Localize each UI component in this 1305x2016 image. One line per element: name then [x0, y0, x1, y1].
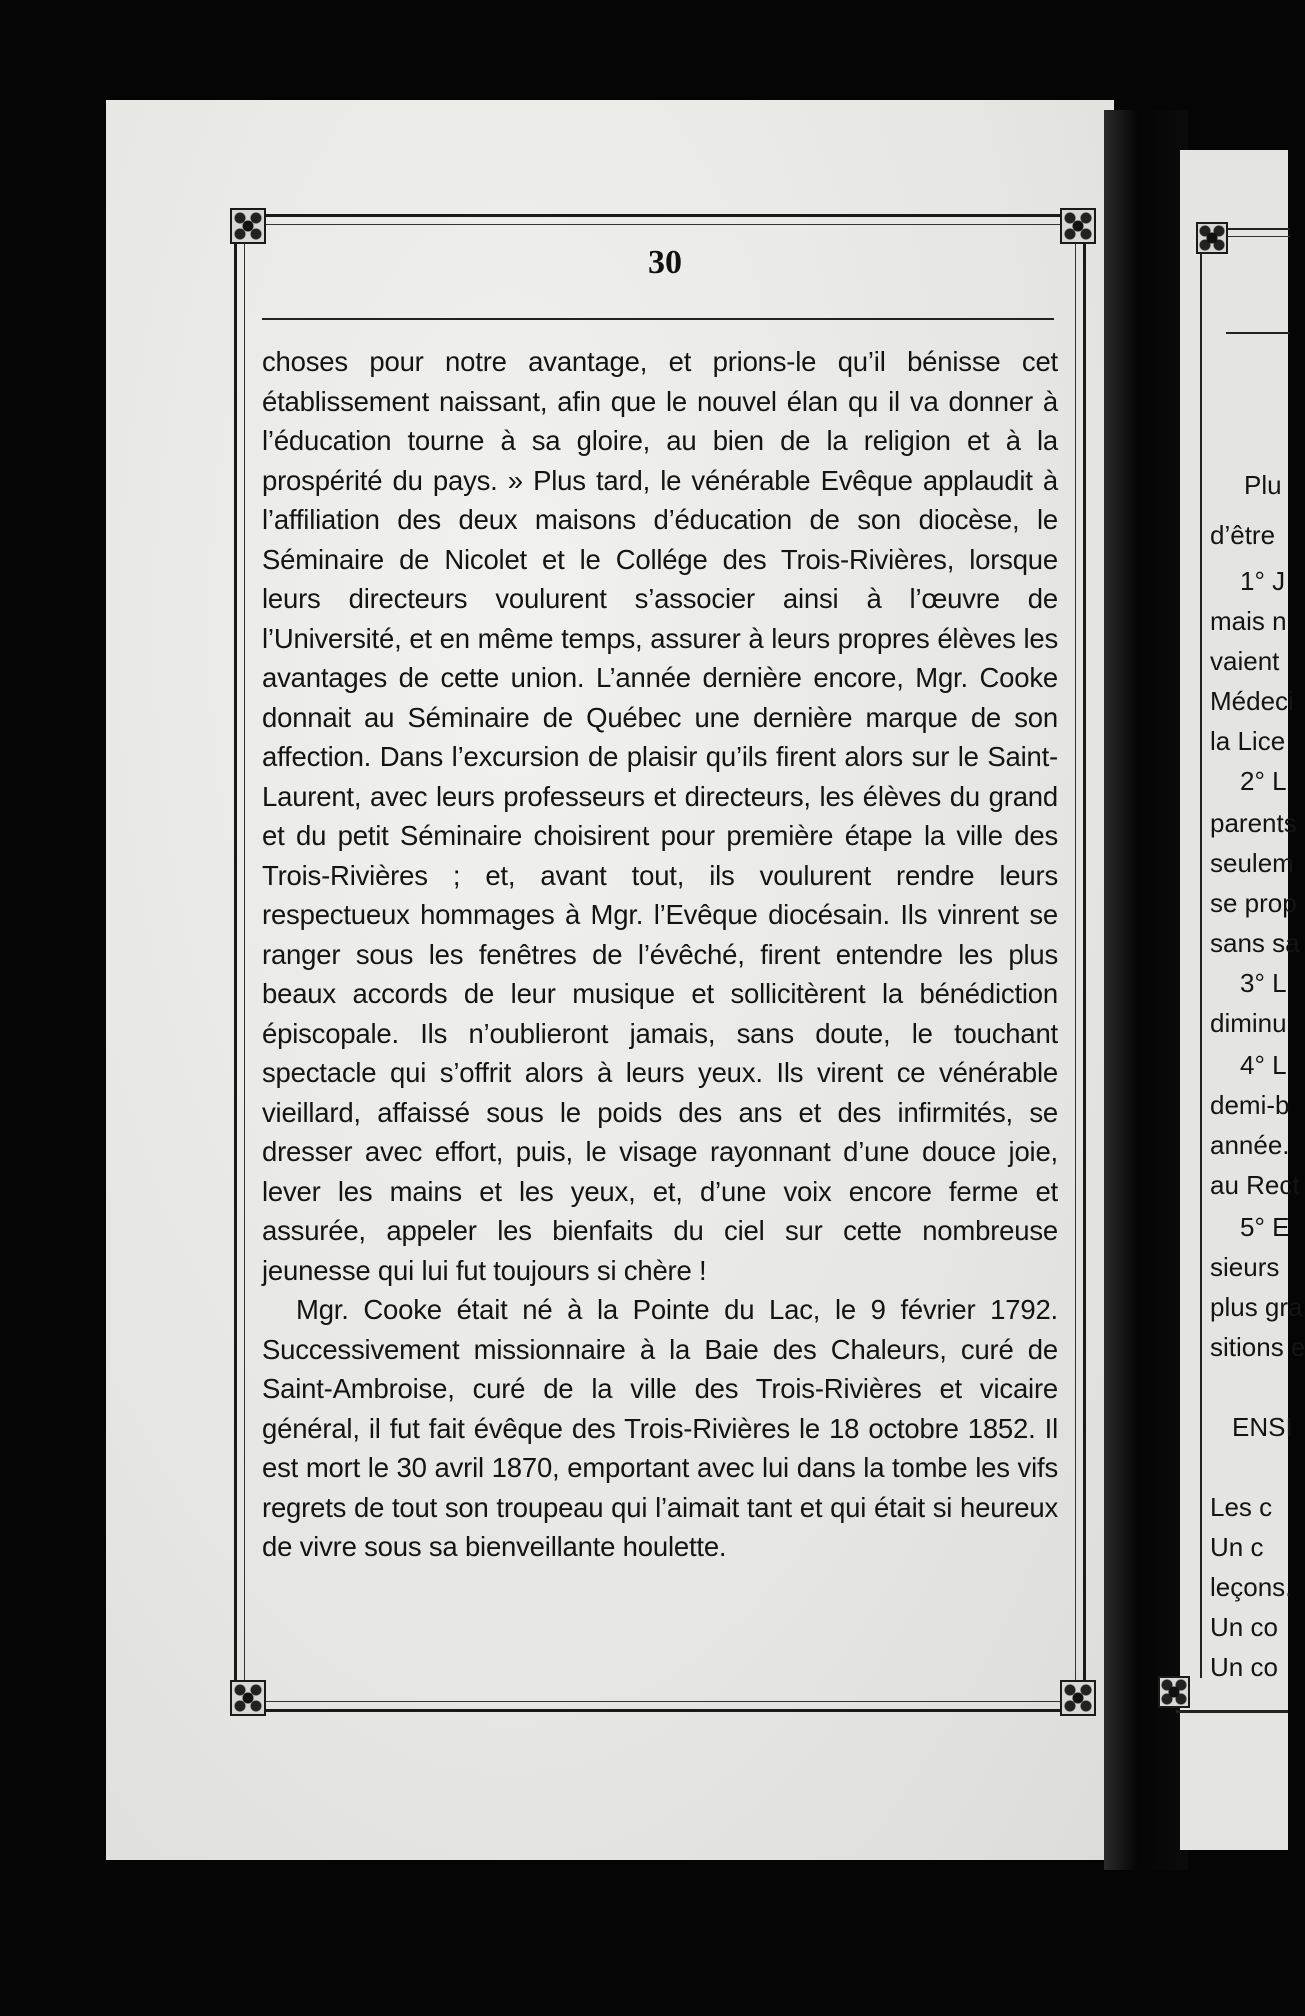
corner-ornament-icon — [1158, 1676, 1190, 1708]
book-gutter — [1104, 110, 1188, 1870]
next-page-line: se prop — [1210, 888, 1297, 918]
next-page-line: Les c — [1210, 1492, 1273, 1522]
next-page-line: d’être — [1210, 520, 1276, 550]
next-page-line: Médeci — [1210, 686, 1294, 716]
paragraph: choses pour notre avantage, et prions-le qu’il bénisse cet établissement naissant, afin que le nouvel élan qu il va donner à l’éducation tourne à sa gloire, au bien de la religion et à la prospérité du pays. » Plus tard, le vénérable Evêque applaudit à l’affiliation des deux maisons d’éducation de son diocèse, le Séminaire de Nicolet et le Collége des Trois-Rivières, lorsque leurs directeurs voulurent s’associer ainsi à l’œuvre de l’Université, et en même temps, assurer à leurs propres élèves les avantages de cette union. L’année dernière encore, Mgr. Cooke donnait au Séminaire de Québec une dernière marque de son affection. Dans l’excursion de plaisir qu’ils firent alors sur le Saint-Laurent, avec leurs professeurs et directeurs, les élèves du grand et du petit Séminaire choisirent pour première étape la ville des Trois-Rivières ; et, avant tout, ils voulurent rendre leurs respectueux hommages à Mgr. l’Evêque diocésain. Ils vinrent se ranger sous les fenêtres de l’évêché, firent entendre les plus beaux accords de leur musique et sollicitèrent la bénédiction épiscopale. Ils n’oublieront jamais, sans doute, le touchant spectacle qui s’offrit alors à leurs yeux. Ils virent ce vénérable vieillard, affaissé sous le poids des ans et des infirmités, se dresser avec effort, puis, le visage rayonnant d’une douce joie, lever les mains et les yeux, et, d’une voix encore ferme et assurée, appeler les bienfaits du ciel sur cette nombreuse jeunesse qui lui fut toujours si chère ! — [262, 346, 1058, 1286]
next-page-line: 5° E — [1240, 1212, 1290, 1242]
next-page-line: sitions e — [1210, 1332, 1305, 1362]
next-page-line: leçons. — [1210, 1572, 1293, 1602]
next-page-line: vaient — [1210, 646, 1280, 676]
next-page-line: Un c — [1210, 1532, 1264, 1562]
body-text — [262, 342, 1058, 1567]
next-page-line: seulem — [1210, 848, 1294, 878]
next-page-line: Plu — [1244, 470, 1282, 500]
next-page-line: Un co — [1210, 1652, 1278, 1682]
next-page-frame — [1200, 228, 1202, 1678]
next-page-line: sans sa — [1210, 928, 1300, 958]
next-page-line: 1° J — [1240, 566, 1286, 596]
paragraph: Mgr. Cooke était né à la Pointe du Lac, le 9 février 1792. Successivement missionnaire à la Baie des Chaleurs, curé de Saint-Ambroise, curé de la ville des Trois-Rivières et vicaire général, il fut fait évêque des Trois-Rivières le 18 octobre 1852. Il est mort le 30 avril 1870, emportant avec lui dans la tombe les vifs regrets de tout son troupeau qui l’aimait tant et qui était si heureux de vivre sous sa bienveillante houlette. — [262, 1294, 1058, 1562]
next-page-line: plus gra — [1210, 1292, 1303, 1322]
corner-ornament-icon — [230, 208, 266, 244]
next-page-line: 2° L — [1240, 766, 1287, 796]
next-page-line: parents — [1210, 808, 1297, 838]
next-page-line: sieurs — [1210, 1252, 1280, 1282]
corner-ornament-icon — [1060, 1680, 1096, 1716]
next-page-line: 3° L — [1240, 968, 1287, 998]
next-page-line: au Rect — [1210, 1170, 1300, 1200]
next-page-line: diminu — [1210, 1008, 1287, 1038]
next-page-line: ENSI — [1232, 1412, 1293, 1442]
corner-ornament-icon — [1060, 208, 1096, 244]
next-page-header-rule — [1226, 332, 1290, 334]
next-page-line: demi-b — [1210, 1090, 1290, 1120]
next-page-line: la Lice — [1210, 726, 1286, 756]
next-page-line: Un co — [1210, 1612, 1278, 1642]
header-rule — [262, 318, 1054, 320]
corner-ornament-icon — [230, 1680, 266, 1716]
corner-ornament-icon — [1196, 222, 1228, 254]
next-page-line: mais n — [1210, 606, 1287, 636]
page-number: 30 — [648, 244, 682, 281]
next-page-frame-bottom — [1176, 1710, 1288, 1713]
next-page-line: année. — [1210, 1130, 1290, 1160]
next-page-line: 4° L — [1240, 1050, 1287, 1080]
